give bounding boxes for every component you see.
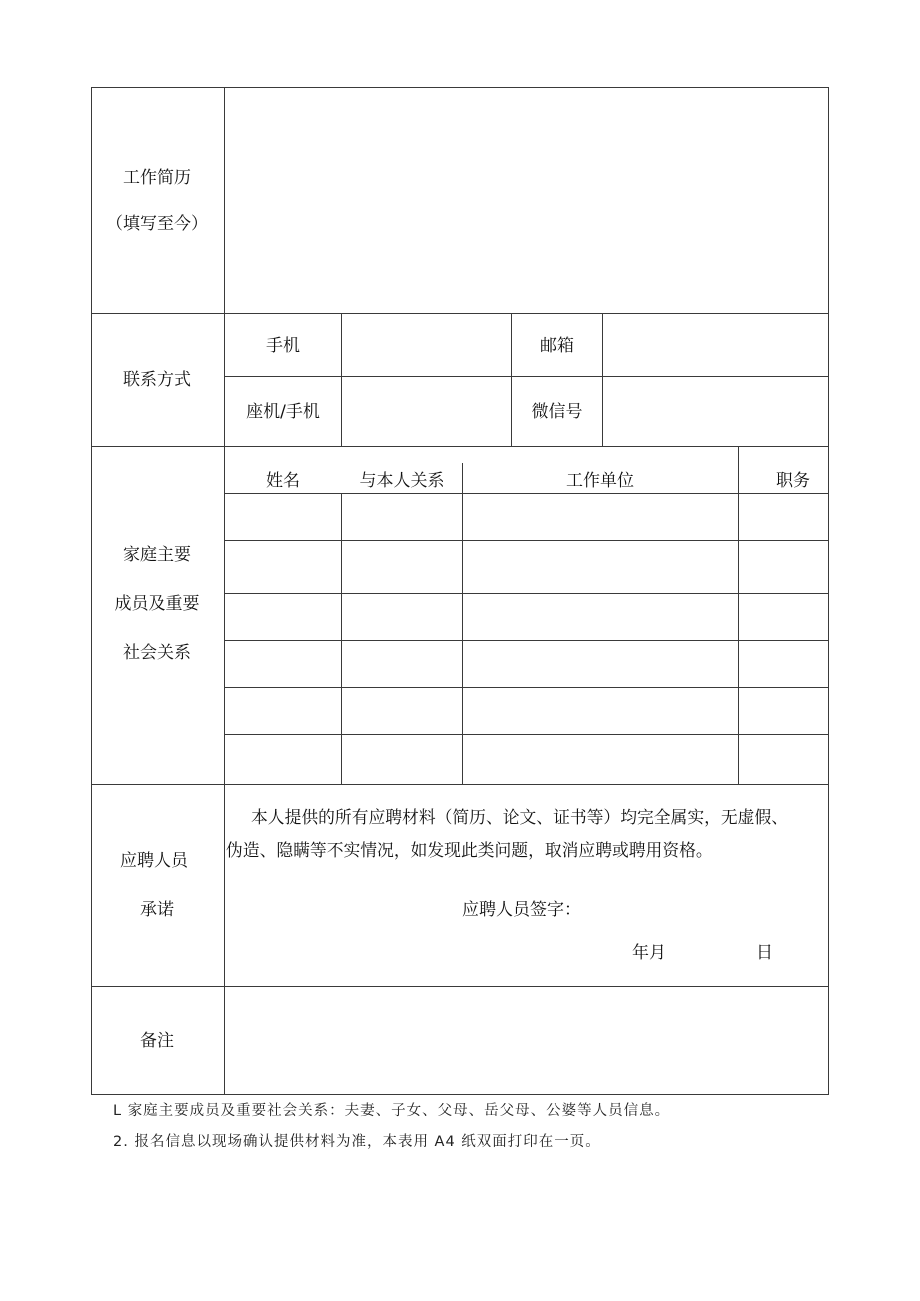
landline-field[interactable] <box>343 378 510 445</box>
pledge-label-line2: 承诺 <box>140 900 174 920</box>
family-label-line2: 成员及重要 <box>114 594 200 614</box>
family-header-employer: 工作单位 <box>566 471 634 491</box>
footnote-1: L 家庭主要成员及重要社会关系：夫妻、子女、父母、岳父母、公婆等人员信息。 <box>113 1103 671 1119</box>
mobile-label: 手机 <box>266 336 300 356</box>
family-header-relation: 与本人关系 <box>359 471 445 491</box>
section-divider <box>91 446 829 447</box>
label-column-divider <box>224 87 225 1095</box>
pledge-text-line2: 伪造、隐瞒等不实情况，如发现此类问题，取消应聘或聘用资格。 <box>226 840 713 860</box>
family-label-line1: 家庭主要 <box>123 545 191 565</box>
section-divider <box>91 784 829 785</box>
remarks-label: 备注 <box>140 1031 174 1051</box>
border-right <box>828 87 829 1095</box>
landline-label: 座机/手机 <box>246 402 320 422</box>
contact-label: 联系方式 <box>123 370 191 390</box>
contact-row-divider <box>224 376 829 377</box>
mobile-field[interactable] <box>343 315 510 375</box>
signature-field[interactable] <box>590 896 810 922</box>
family-header-name: 姓名 <box>266 471 300 491</box>
border-left <box>91 87 92 1095</box>
email-label: 邮箱 <box>540 336 574 356</box>
section-divider <box>91 313 829 314</box>
date-year-month: 年月 <box>632 943 666 963</box>
family-rows-area[interactable] <box>226 495 827 783</box>
work-history-field[interactable] <box>226 89 827 312</box>
pledge-label-line1: 应聘人员 <box>120 851 188 871</box>
border-bottom <box>91 1094 829 1095</box>
date-day: 日 <box>756 943 773 963</box>
pledge-text-line1: 本人提供的所有应聘材料（简历、论文、证书等）均完全属实，无虚假、 <box>251 807 789 827</box>
family-header-position: 职务 <box>776 471 810 491</box>
family-label-line3: 社会关系 <box>123 643 191 663</box>
contact-col-divider <box>602 313 603 447</box>
border-top <box>91 87 829 88</box>
remarks-field[interactable] <box>226 988 827 1093</box>
signature-label: 应聘人员签字： <box>462 900 581 920</box>
section-divider <box>91 986 829 987</box>
contact-col-divider <box>341 313 342 447</box>
footnote-2: 2. 报名信息以现场确认提供材料为准，本表用 A4 纸双面打印在一页。 <box>113 1134 601 1150</box>
email-field[interactable] <box>604 315 827 375</box>
contact-col-divider <box>511 313 512 447</box>
wechat-label: 微信号 <box>531 402 583 422</box>
wechat-field[interactable] <box>604 378 827 445</box>
work-history-label: 工作简历 <box>123 168 191 188</box>
work-history-sublabel: （填写至今） <box>106 214 208 234</box>
